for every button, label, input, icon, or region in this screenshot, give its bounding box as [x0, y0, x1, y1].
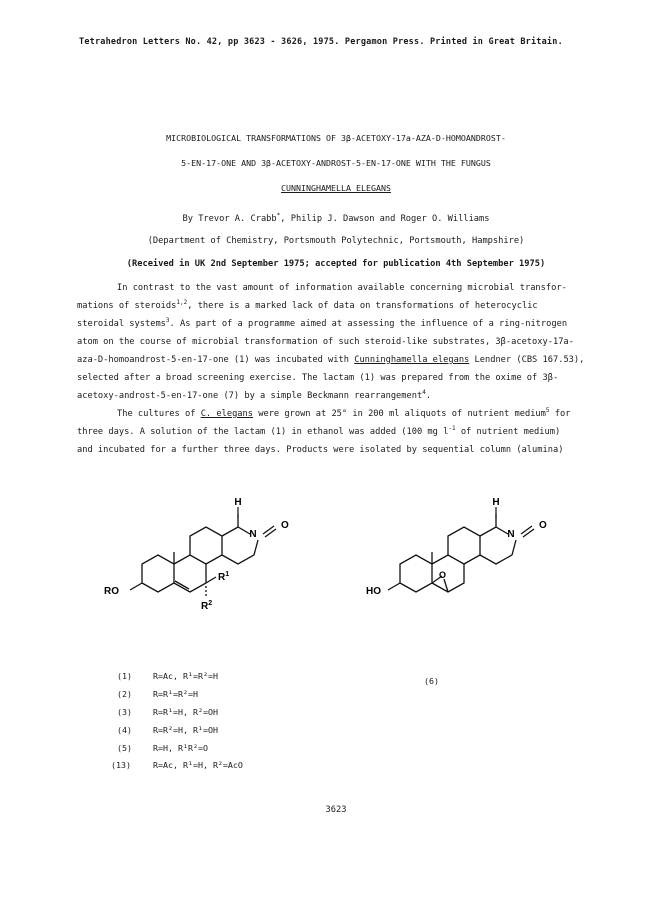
- compound-number: (5): [117, 743, 132, 753]
- r1-substituent-label: $R^1$: [218, 571, 230, 583]
- affiliation: (Department of Chemistry, Portsmouth Polytechnic, Portsmouth, Hampshire): [147, 236, 525, 246]
- journal-page: Tetrahedron Letters No. 42, pp 3623 - 3626, 1975. Pergamon Press. Printed in Great Britain. MICROBIOLOGICAL TRANSFORMATIONS OF 3β-ACETOXY-17a-AZA-D-HOMOANDROST- 5-EN-17-ONE AND 3β-ACETOXY-ANDROST-5-EN-17-ONE WITH THE FUNGUS CUNNINGHAMELLA ELEGANS By Trevor A. Crabb*, Philip J. Dawson and Roger O. Williams (Department of Chemistry, Portsmouth Polytechnic, Portsmouth, Hampshire) (Received in UK 2nd September 1975; accepted for publication 4th September 1975) In contrast to the vast amount of information available concerning microbial transfor- mations of steroids$^{1,2}$, there is a marked lack of data on transformations of heterocyclic steroidal systems$^3$. As part of a programme aimed at assessing the influence of a ring-nitrogen atom on the course of microbial transformation of such steroid-like substrates, 3β-acetoxy-17a- aza-D-homoandrost-5-en-17-one (1) was incubated with Cunninghamella elegans Lendner (CBS 167.53), selected after a broad screening exercise. The lactam (1) was prepared from the oxime of 3β- acetoxy-androst-5-en-17-one (7) by a simple Beckmann rearrangement$^4$. The cultures of C. elegans were grown at 25° in 200 ml aliquots of nutrient medium$^5$ for three days. A solution of the lactam (1) in ethanol was added (100 mg $l^{-1}$ of nutrient medium) and incubated for a further three days. Products were isolated by sequential column (alumina) H N O RO $R^1$ $R^2$ H N O HO O (6) (1) R=Ac, R¹=R²=H (2) R=R¹=R²=H (3) R=R¹=H, R²=OH (4) R=R²=H, R¹=OH (5) R=H, R¹R²=O (13) R=Ac, R¹=H, R²=AcO 3623: [0, 0, 672, 912]
- organism-name: CUNNINGHAMELLA ELEGANS: [281, 183, 391, 193]
- compound-number: (1): [117, 671, 132, 681]
- compound-number: (2): [117, 689, 132, 699]
- title-line-3: [0, 183, 672, 193]
- steroid-structure-right: [358, 490, 588, 620]
- running-header: Tetrahedron Letters No. 42, pp 3623 - 3626, 1975. Pergamon Press. Printed in Great Britain.: [79, 37, 563, 47]
- nh-hydrogen-label: H: [234, 497, 242, 508]
- steroid-structure-left: [100, 490, 330, 620]
- compound-definition: R=R¹=H, R²=OH: [153, 707, 218, 717]
- nitrogen-label: N: [507, 529, 515, 540]
- compound-definition: R=Ac, R¹=R²=H: [153, 671, 218, 681]
- compound-definition: R=R¹=R²=H: [153, 689, 198, 699]
- compound-definition: R=Ac, R¹=H, R²=AcO: [153, 760, 243, 770]
- received-dates: (Received in UK 2nd September 1975; accepted for publication 4th September 1975): [126, 259, 546, 269]
- compound-definition: R=H, R¹R²=O: [153, 743, 208, 753]
- title-line-1: MICROBIOLOGICAL TRANSFORMATIONS OF 3β-ACETOXY-17a-AZA-D-HOMOANDROST-: [166, 133, 506, 143]
- ro-substituent-label: RO: [104, 586, 119, 597]
- page-number: 3623: [325, 805, 347, 815]
- nh-hydrogen-label: H: [492, 497, 500, 508]
- compound-definition: R=R²=H, R¹=OH: [153, 725, 218, 735]
- compound-6-label: (6): [424, 676, 439, 686]
- carbonyl-oxygen-label: O: [539, 520, 547, 531]
- carbonyl-oxygen-label: O: [281, 520, 289, 531]
- r2-substituent-label: $R^2$: [201, 600, 213, 612]
- nitrogen-label: N: [249, 529, 257, 540]
- compound-number: (13): [111, 760, 131, 770]
- compound-number: (4): [117, 725, 132, 735]
- title-line-2: 5-EN-17-ONE AND 3β-ACETOXY-ANDROST-5-EN-17-ONE WITH THE FUNGUS: [181, 158, 491, 168]
- author-line: By Trevor A. Crabb*, Philip J. Dawson and Roger O. Williams: [182, 212, 490, 224]
- ho-substituent-label: HO: [366, 586, 381, 597]
- compound-number: (3): [117, 707, 132, 717]
- epoxide-oxygen-label: O: [439, 570, 447, 580]
